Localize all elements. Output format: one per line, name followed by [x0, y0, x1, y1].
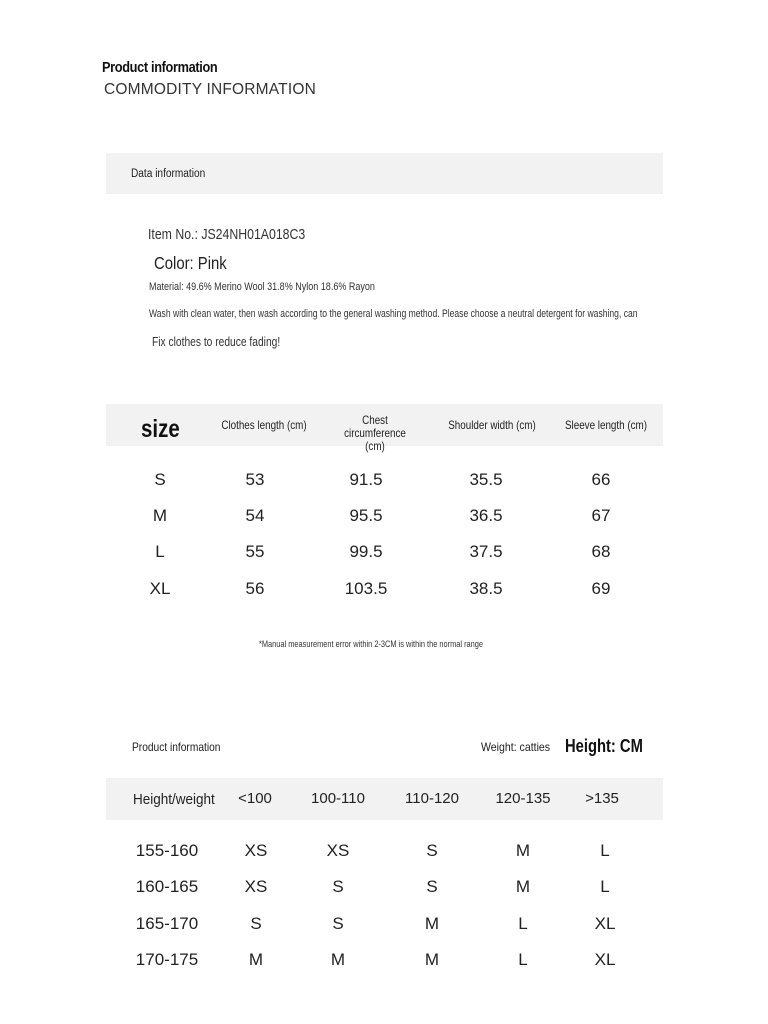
size-row-label: M	[152, 506, 168, 525]
table-cell: XL	[594, 950, 616, 969]
table-cell: 66	[591, 470, 611, 489]
material-text: Material: 49.6% Merino Wool 31.8% Nylon 18.6% Rayon	[149, 281, 375, 293]
size-column-header: Clothes length (cm)	[221, 418, 307, 432]
table-cell: 91.5	[349, 470, 383, 489]
measurement-note: *Manual measurement error within 2-3CM is within the normal range	[259, 639, 484, 650]
washing-instructions: Wash with clean water, then wash according to the general washing method. Please choose a neutral detergent for washing, can	[149, 308, 638, 320]
table-cell: 37.5	[469, 542, 503, 561]
size-column-header: Shoulder width (cm)	[448, 418, 536, 432]
table-cell: L	[518, 950, 528, 969]
table-cell: M	[330, 950, 346, 969]
item-number: Item No.: JS24NH01A018C3	[148, 226, 306, 243]
height-row-label: 160-165	[135, 877, 199, 896]
height-row-label: 155-160	[135, 841, 199, 860]
table-cell: XS	[244, 877, 268, 896]
weight-column-header: <100	[238, 790, 272, 807]
table-cell: XL	[594, 914, 616, 933]
table-cell: 56	[245, 579, 265, 598]
size-row-label: L	[155, 542, 165, 561]
weight-column-header: 110-120	[405, 790, 459, 807]
size-column-header: Chest circumference (cm)	[344, 413, 406, 453]
height-unit-label: Height: CM	[565, 736, 643, 756]
table-cell: 68	[591, 542, 611, 561]
table-cell: 69	[591, 579, 611, 598]
size-row-label: XL	[149, 579, 171, 598]
table-cell: 54	[245, 506, 265, 525]
table-cell: 103.5	[344, 579, 388, 598]
weight-unit-label: Weight: catties	[481, 740, 551, 754]
fit-table-corner-label: Height/weight	[133, 791, 215, 808]
table-cell: 95.5	[349, 506, 383, 525]
table-cell: 67	[591, 506, 611, 525]
table-cell: M	[515, 877, 531, 896]
table-cell: L	[518, 914, 528, 933]
weight-column-header: 120-135	[495, 790, 551, 807]
table-cell: 55	[245, 542, 265, 561]
color-value: Color: Pink	[154, 253, 227, 273]
table-cell: L	[600, 841, 610, 860]
table-cell: M	[515, 841, 531, 860]
table-cell: S	[250, 914, 262, 933]
size-column-header: Sleeve length (cm)	[564, 418, 648, 432]
table-cell: M	[248, 950, 264, 969]
table-cell: S	[426, 877, 438, 896]
weight-column-header: 100-110	[311, 790, 365, 807]
table-cell: XS	[326, 841, 350, 860]
table-cell: M	[424, 950, 440, 969]
table-cell: M	[424, 914, 440, 933]
size-table-corner-label: size	[141, 415, 180, 443]
page-title: Product information	[102, 59, 218, 76]
weight-column-header: >135	[585, 790, 619, 807]
size-row-label: S	[154, 470, 166, 489]
fading-note: Fix clothes to reduce fading!	[152, 335, 281, 349]
table-cell: 35.5	[469, 470, 503, 489]
table-cell: 36.5	[469, 506, 503, 525]
table-cell: 53	[245, 470, 265, 489]
page-subtitle: COMMODITY INFORMATION	[104, 81, 317, 98]
table-cell: XS	[244, 841, 268, 860]
table-cell: 38.5	[469, 579, 503, 598]
table-cell: L	[600, 877, 610, 896]
fit-table-label: Product information	[132, 740, 221, 754]
data-information-label: Data information	[131, 168, 206, 180]
height-row-label: 165-170	[135, 914, 199, 933]
table-cell: S	[332, 914, 344, 933]
height-row-label: 170-175	[135, 950, 199, 969]
table-cell: 99.5	[349, 542, 383, 561]
table-cell: S	[332, 877, 344, 896]
table-cell: S	[426, 841, 438, 860]
